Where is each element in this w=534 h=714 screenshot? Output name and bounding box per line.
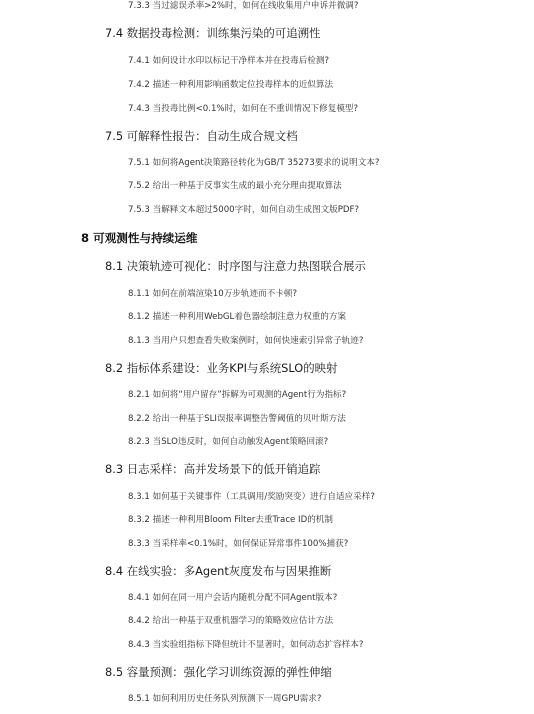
toc-entry-7-3-3[interactable]: 7.3.3 当过滤误杀率>2%时，如何在线收集用户申诉并微调? bbox=[128, 1, 359, 11]
toc-entry-8-4-3[interactable]: 8.4.3 当实验组指标下降但统计不显著时，如何动态扩容样本? bbox=[128, 640, 364, 650]
toc-entry-7-4-1[interactable]: 7.4.1 如何设计水印以标记干净样本并在投毒后检测? bbox=[128, 56, 330, 66]
toc-entry-7-5-1[interactable]: 7.5.1 如何将Agent决策路径转化为GB/T 35273要求的说明文本? bbox=[128, 158, 380, 168]
toc-chapter-8[interactable]: 8 可观测性与持续运维 bbox=[81, 231, 198, 245]
toc-entry-8-1-1[interactable]: 8.1.1 如何在前端渲染10万步轨迹而不卡顿? bbox=[128, 289, 298, 299]
toc-entry-8-3-1[interactable]: 8.3.1 如何基于关键事件（工具调用/奖励突变）进行自适应采样? bbox=[128, 492, 375, 502]
toc-entry-8-3-3[interactable]: 8.3.3 当采样率<0.1%时，如何保证异常事件100%捕获? bbox=[128, 539, 349, 549]
toc-section-8-1[interactable]: 8.1 决策轨迹可视化：时序图与注意力热图联合展示 bbox=[105, 259, 366, 273]
toc-entry-7-4-3[interactable]: 7.4.3 当投毒比例<0.1%时，如何在不重训情况下修复模型? bbox=[128, 104, 359, 114]
toc-section-8-5[interactable]: 8.5 容量预测：强化学习训练资源的弹性伸缩 bbox=[105, 665, 332, 679]
toc-entry-8-2-3[interactable]: 8.2.3 当SLO违反时，如何自动触发Agent策略回滚? bbox=[128, 437, 329, 447]
toc-section-8-4[interactable]: 8.4 在线实验：多Agent灰度发布与因果推断 bbox=[105, 564, 332, 578]
toc-entry-8-2-1[interactable]: 8.2.1 如何将“用户留存”拆解为可观测的Agent行为指标? bbox=[128, 390, 347, 400]
toc-section-7-4[interactable]: 7.4 数据投毒检测：训练集污染的可追溯性 bbox=[105, 26, 321, 40]
toc-section-8-3[interactable]: 8.3 日志采样：高并发场景下的低开销追踪 bbox=[105, 462, 321, 476]
toc-entry-7-5-2[interactable]: 7.5.2 给出一种基于反事实生成的最小充分理由提取算法 bbox=[128, 181, 342, 191]
toc-entry-8-4-2[interactable]: 8.4.2 给出一种基于双重机器学习的策略效应估计方法 bbox=[128, 616, 334, 626]
toc-entry-8-2-2[interactable]: 8.2.2 给出一种基于SLI误报率调整告警阈值的贝叶斯方法 bbox=[128, 414, 346, 424]
toc-entry-7-5-3[interactable]: 7.5.3 当解释文本超过5000字时，如何自动生成图文版PDF? bbox=[128, 205, 360, 215]
toc-section-8-2[interactable]: 8.2 指标体系建设：业务KPI与系统SLO的映射 bbox=[105, 361, 338, 375]
toc-entry-8-1-3[interactable]: 8.1.3 当用户只想查看失败案例时，如何快速索引异常子轨迹? bbox=[128, 336, 364, 346]
toc-section-7-5[interactable]: 7.5 可解释性报告：自动生成合规文档 bbox=[105, 129, 298, 143]
toc-entry-8-1-2[interactable]: 8.1.2 描述一种利用WebGL着色器绘制注意力权重的方案 bbox=[128, 312, 347, 322]
toc-entry-8-4-1[interactable]: 8.4.1 如何在同一用户会话内随机分配不同Agent版本? bbox=[128, 593, 338, 603]
toc-entry-8-3-2[interactable]: 8.3.2 描述一种利用Bloom Filter去重Trace ID的机制 bbox=[128, 515, 333, 525]
toc-entry-8-5-1[interactable]: 8.5.1 如何利用历史任务队列预测下一周GPU需求? bbox=[128, 694, 322, 704]
toc-entry-7-4-2[interactable]: 7.4.2 描述一种利用影响函数定位投毒样本的近似算法 bbox=[128, 80, 334, 90]
